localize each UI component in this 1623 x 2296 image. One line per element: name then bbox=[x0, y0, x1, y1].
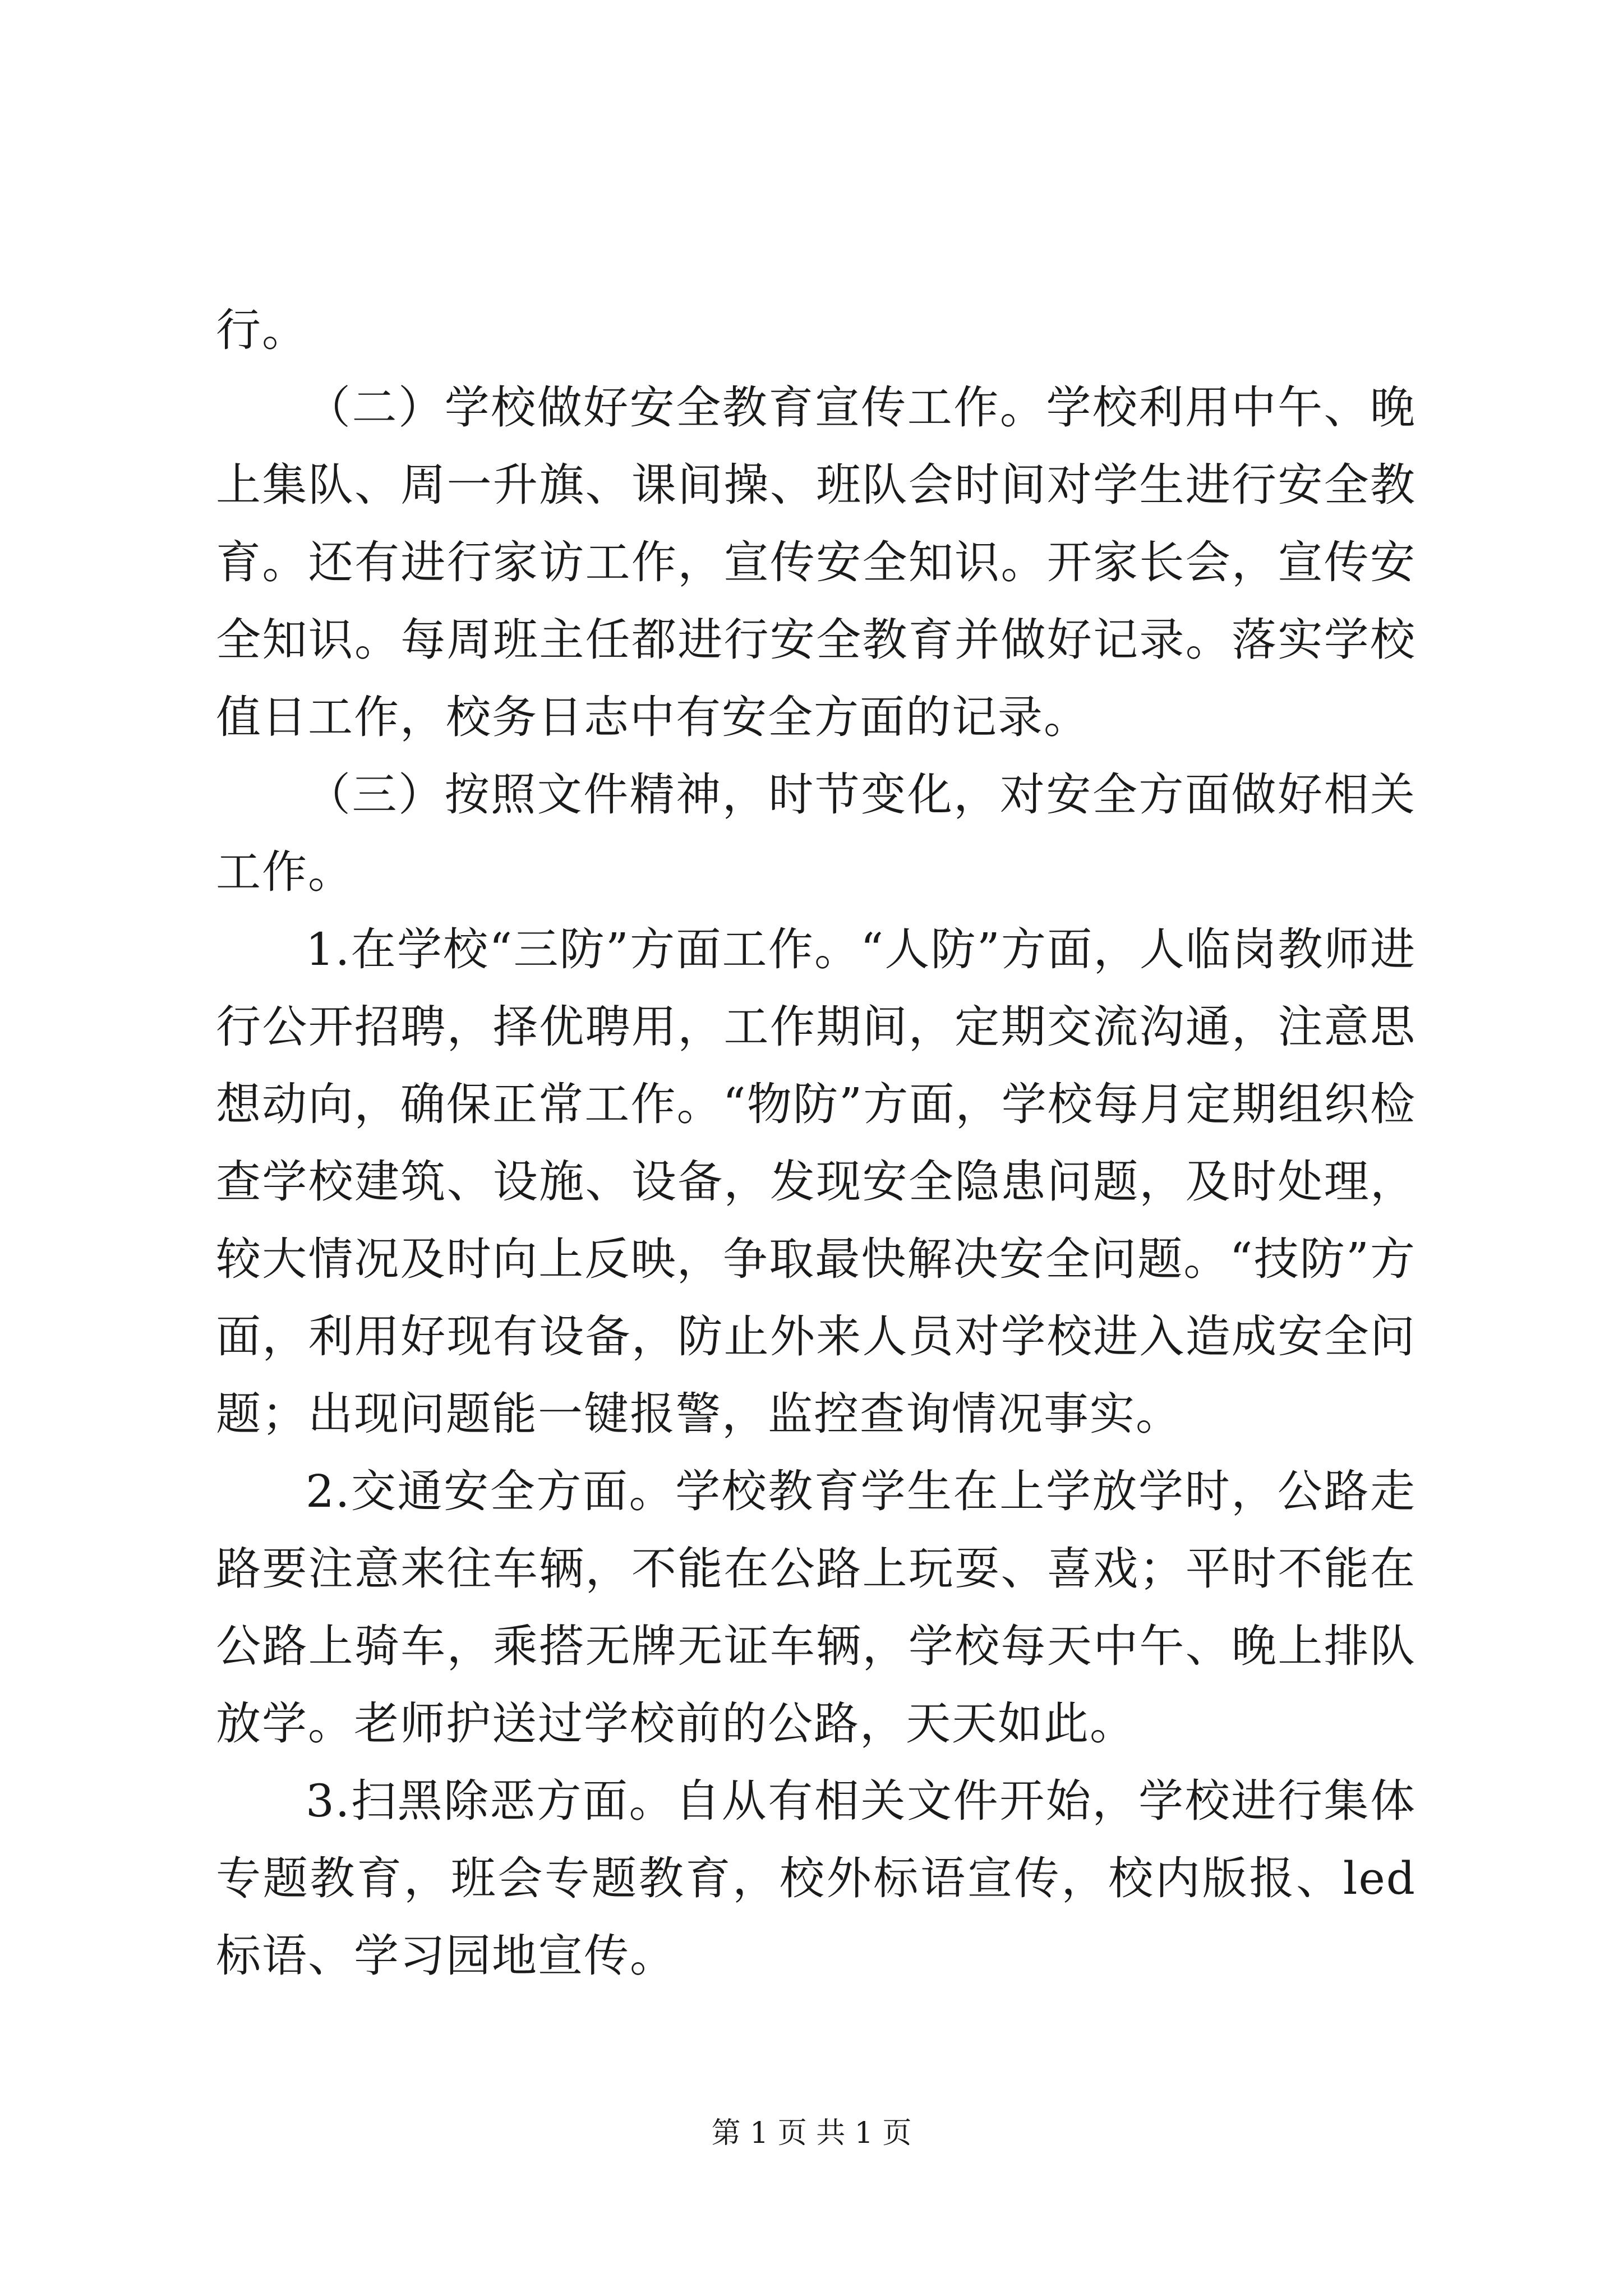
paragraph-item-1: 1.在学校“三防”方面工作。“人防”方面，人临岗教师进行公开招聘，择优聘用，工作期间，定期交流沟通，注意思想动向，确保正常工作。“物防”方面，学校每月定期组织检查学校建筑、设施、设备，发现安全隐患问题，及时处理，较大情况及时向上反映，争取最快解决安全问题。“技防”方面，利用好现有设备，防止外来人员对学校进入造成安全问题；出现问题能一键报警，监控查询情况事实。 bbox=[216, 923, 1416, 1440]
paragraph-item-2: 2.交通安全方面。学校教育学生在上学放学时，公路走路要注意来往车辆，不能在公路上玩耍、喜戏；平时不能在公路上骑车，乘搭无牌无证车辆，学校每天中午、晚上排队放学。老师护送过学校前的公路，天天如此。 bbox=[216, 1465, 1416, 1750]
page-number: 第 1 页 共 1 页 bbox=[711, 2116, 912, 2150]
document-body bbox=[216, 292, 1416, 1995]
page-footer bbox=[0, 2109, 1623, 2151]
paragraph-section-2: （二）学校做好安全教育宣传工作。学校利用中午、晚上集队、周一升旗、课间操、班队会时间对学生进行安全教育。还有进行家访工作，宣传安全知识。开家长会，宣传安全知识。每周班主任都进行安全教育并做好记录。落实学校值日工作，校务日志中有安全方面的记录。 bbox=[216, 381, 1416, 743]
paragraph-section-3: （三）按照文件精神，时节变化，对安全方面做好相关工作。 bbox=[216, 769, 1416, 898]
paragraph-continuation: 行。 bbox=[216, 304, 308, 356]
paragraph-item-3: 3.扫黑除恶方面。自从有相关文件开始，学校进行集体专题教育，班会专题教育，校外标语宣传，校内版报、led 标语、学习园地宣传。 bbox=[216, 1775, 1416, 1982]
